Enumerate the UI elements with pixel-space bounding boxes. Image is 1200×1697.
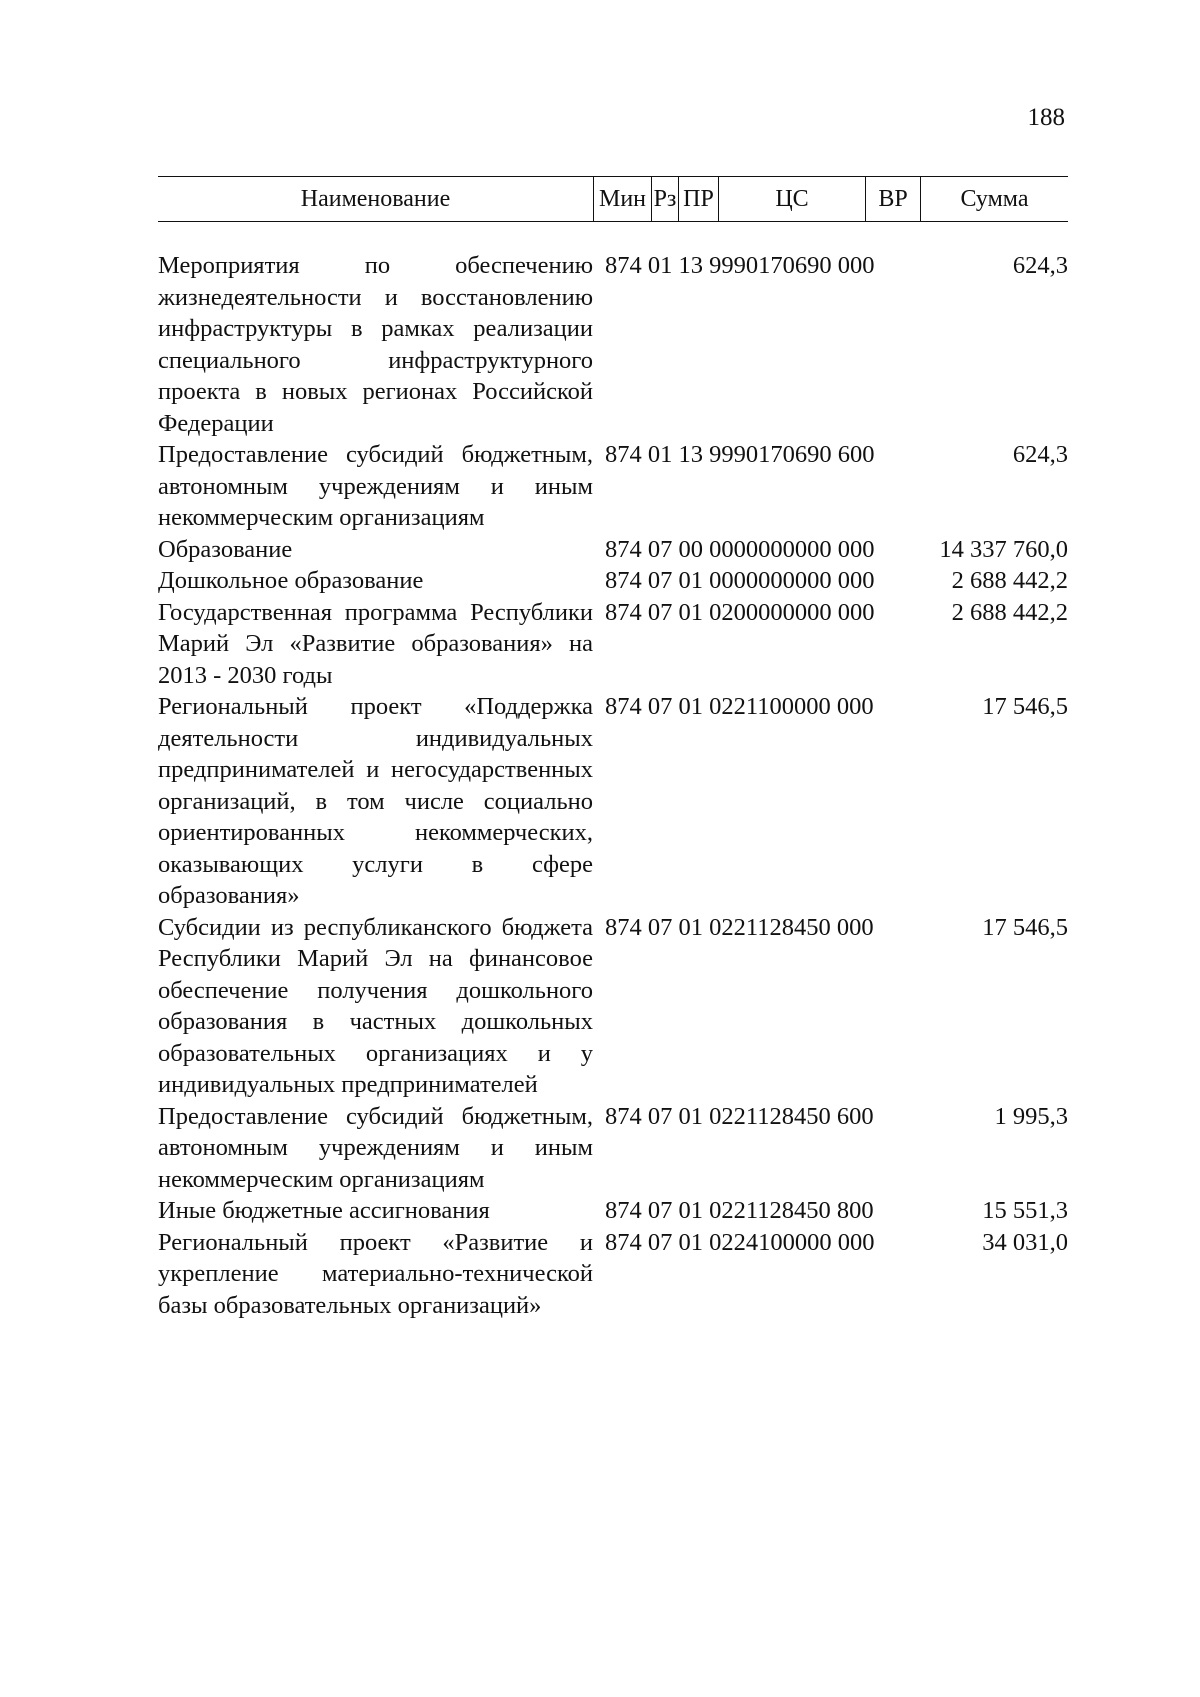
table-row xyxy=(158,691,1068,912)
row-codes: 874 07 01 0000000000 000 xyxy=(605,567,875,594)
row-sum: 624,3 xyxy=(1012,252,1068,279)
table-row xyxy=(158,597,1068,692)
header-sum: Сумма xyxy=(920,177,1068,221)
row-name: Иные бюджетные ассигнования xyxy=(158,1197,490,1224)
table-row xyxy=(158,565,1068,597)
header-cs: ЦС xyxy=(718,177,865,221)
row-sum: 17 546,5 xyxy=(982,693,1068,720)
page-number: 188 xyxy=(1027,104,1065,131)
row-name: Мероприятия по обеспечению жизнедеятельности и восстановлению инфраструктуры в рамках реализации специального инфраструктурного проекта в новых регионах Российской Федерации xyxy=(158,252,593,437)
table-row xyxy=(158,1227,1068,1322)
header-min: Мин xyxy=(593,177,651,221)
row-sum: 2 688 442,2 xyxy=(951,598,1068,626)
header-pr: ПР xyxy=(678,177,718,221)
header-vr: ВР xyxy=(865,177,920,221)
table-header xyxy=(158,176,1068,222)
row-name: Образование xyxy=(158,535,293,563)
row-codes: 874 07 01 0221128450 000 xyxy=(605,913,874,941)
row-codes: 874 01 13 9990170690 600 xyxy=(605,441,875,468)
table-row xyxy=(158,250,1068,439)
row-codes: 874 07 00 0000000000 000 xyxy=(605,535,875,563)
table-row xyxy=(158,1101,1068,1196)
header-rz: Рз xyxy=(651,177,678,221)
row-sum: 1 995,3 xyxy=(994,1102,1068,1130)
row-codes: 874 07 01 0221128450 800 xyxy=(605,1197,874,1224)
row-sum: 34 031,0 xyxy=(982,1228,1068,1256)
row-sum: 2 688 442,2 xyxy=(951,567,1068,594)
budget-table xyxy=(158,176,1068,1321)
row-name: Предоставление субсидий бюджетным, автономным учреждениям и иным некоммерческим организациям xyxy=(158,441,593,531)
row-name: Региональный проект «Развитие и укрепление материально-технической базы образовательных организаций» xyxy=(158,1228,593,1319)
row-codes: 874 07 01 0224100000 000 xyxy=(605,1228,875,1256)
table-row xyxy=(158,912,1068,1101)
row-name: Предоставление субсидий бюджетным, автономным учреждениям и иным некоммерческим организациям xyxy=(158,1102,593,1193)
header-name: Наименование xyxy=(300,185,451,212)
row-name: Дошкольное образование xyxy=(158,567,424,594)
row-sum: 17 546,5 xyxy=(982,913,1068,941)
row-sum: 624,3 xyxy=(1012,441,1068,468)
table-row xyxy=(158,534,1068,566)
row-codes: 874 01 13 9990170690 000 xyxy=(605,252,875,279)
table-row xyxy=(158,1195,1068,1227)
row-codes: 874 07 01 0221100000 000 xyxy=(605,693,874,720)
row-name: Государственная программа Республики Марий Эл «Развитие образования» на 2013 - 2030 годы xyxy=(158,598,593,689)
row-sum: 15 551,3 xyxy=(982,1197,1068,1224)
row-codes: 874 07 01 0200000000 000 xyxy=(605,598,875,626)
row-name: Субсидии из республиканского бюджета Республики Марий Эл на финансовое обеспечение получения дошкольного образования в частных дошкольных образовательных организациях и у индивидуальных предпринимателей xyxy=(158,913,593,1098)
row-name: Региональный проект «Поддержка деятельности индивидуальных предпринимателей и негосударственных организаций, в том числе социально ориентированных некоммерческих, оказывающих услуги в сфере образования» xyxy=(158,693,593,909)
row-codes: 874 07 01 0221128450 600 xyxy=(605,1102,874,1130)
row-sum: 14 337 760,0 xyxy=(939,535,1068,563)
table-row xyxy=(158,439,1068,534)
table-body xyxy=(158,250,1068,1321)
